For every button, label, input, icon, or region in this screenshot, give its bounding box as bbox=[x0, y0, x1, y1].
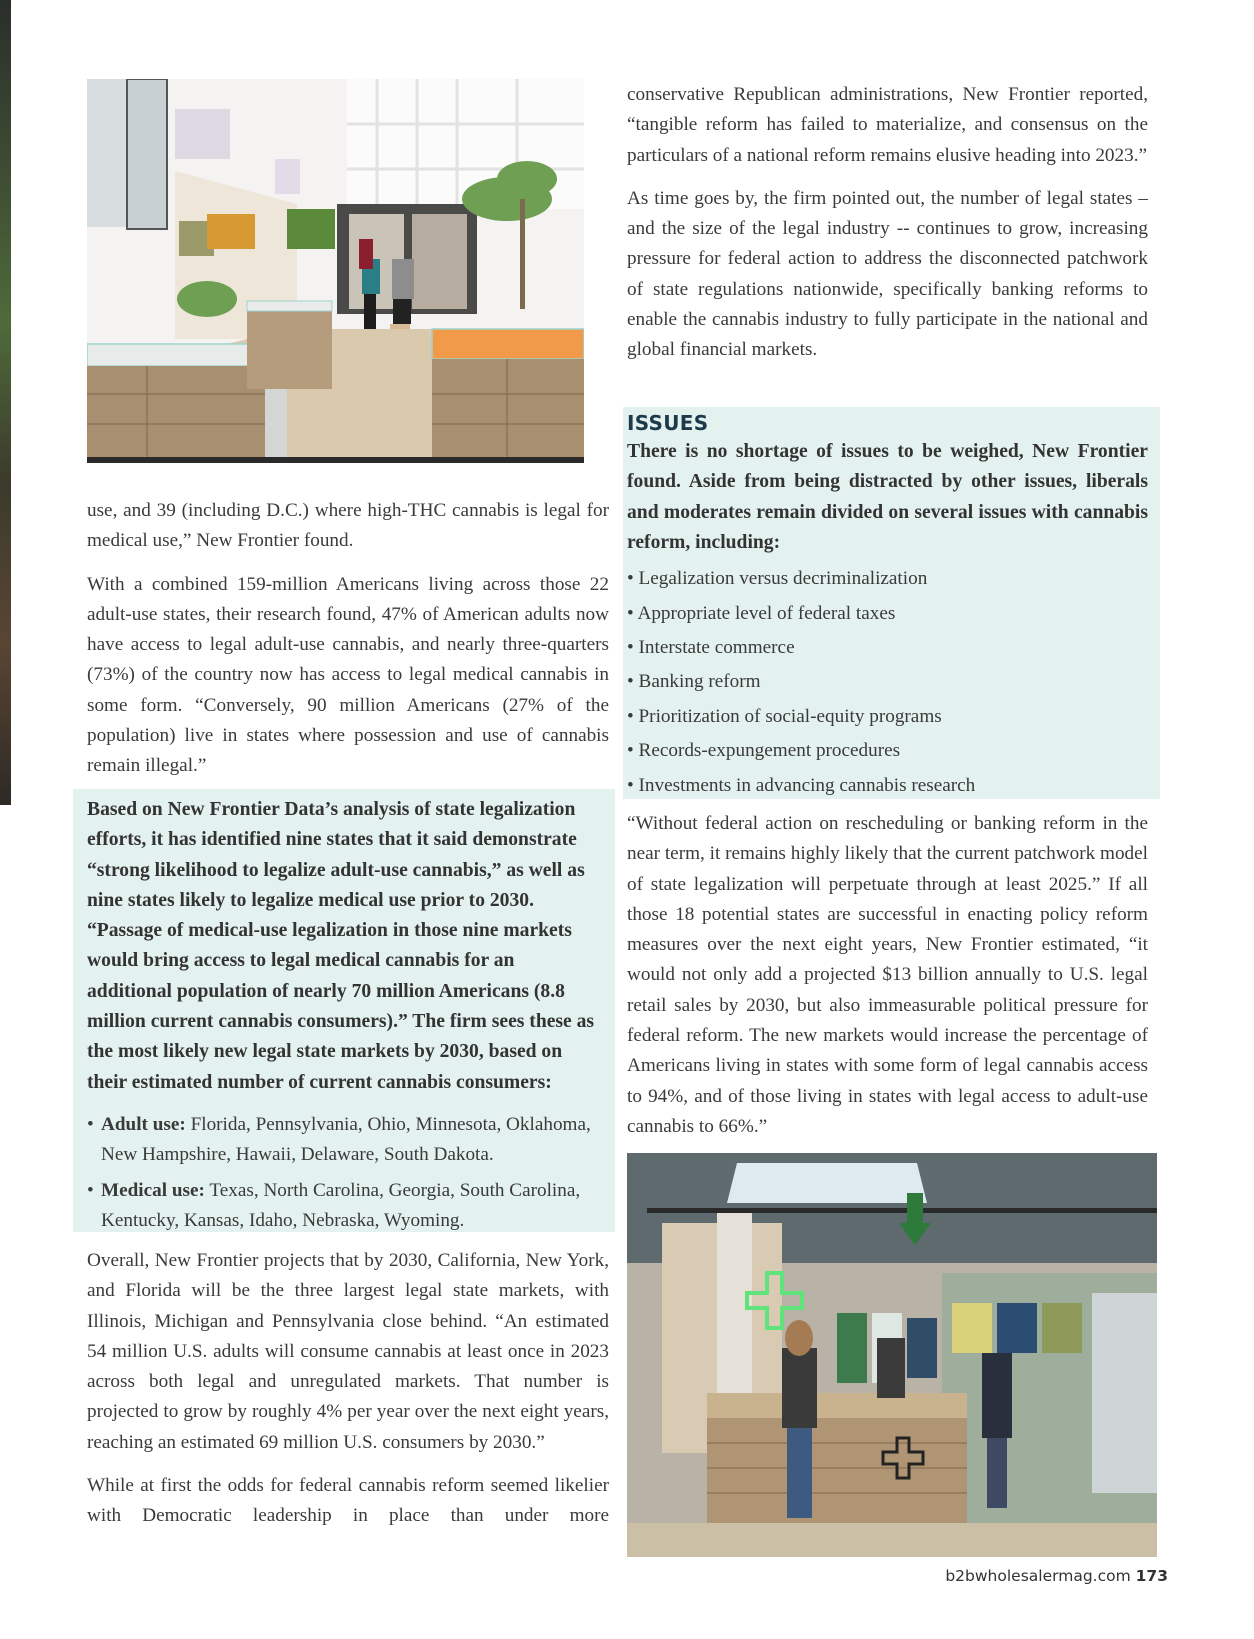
list-item-label: Medical use: bbox=[101, 1179, 205, 1201]
list-item bbox=[87, 1176, 603, 1237]
list-item-text: Banking reform bbox=[638, 671, 761, 693]
left-column-outro bbox=[87, 1246, 609, 1532]
bullet-icon: • bbox=[627, 602, 634, 624]
bullet-icon: • bbox=[87, 1179, 94, 1201]
body-paragraph: As time goes by, the firm pointed out, the number of legal states – and the size of the legal industry -- continues to grow, increasing pressure for federal action to address the disconnected patchwork of state regulations nationwide, specifically banking reforms to enable the cannabis industry to fully participate in the national and global financial markets. bbox=[627, 187, 1148, 361]
store-rendering-photo bbox=[627, 1153, 1157, 1557]
list-item-text: Texas, North Carolina, Georgia, South Carolina, Kentucky, Kansas, Idaho, Nebraska, Wyoming. bbox=[101, 1179, 581, 1231]
bullet-icon: • bbox=[627, 568, 634, 590]
callout-lead: Based on New Frontier Data’s analysis of state legalization efforts, it has identified nine states that it said demonstrate “strong likelihood to legalize adult-use cannabis,” as well as nine states likely to legalize medical use prior to 2030. “Passage of medical-use legalization in those nine markets would bring access to legal medical cannabis for an additional population of nearly 70 million Americans (8.8 million current cannabis consumers).” The firm sees these as the most likely new legal state markets by 2030, based on their estimated number of current cannabis consumers: bbox=[87, 799, 595, 1093]
bullet-icon: • bbox=[87, 1113, 94, 1135]
page-number: 173 bbox=[1135, 1567, 1168, 1585]
list-item-text: Appropriate level of federal taxes bbox=[637, 602, 896, 624]
body-paragraph: While at first the odds for federal cannabis reform seemed likelier with Democratic leadership in place than under more bbox=[87, 1475, 609, 1527]
list-item-text: Florida, Pennsylvania, Ohio, Minnesota, Oklahoma, New Hampshire, Hawaii, Delaware, South Dakota. bbox=[101, 1113, 591, 1166]
list-item-text: Interstate commerce bbox=[638, 637, 795, 658]
list-item bbox=[627, 597, 1148, 631]
body-paragraph: Overall, New Frontier projects that by 2030, California, New York, and Florida will be the three largest legal state markets, with Illinois, Michigan and Pennsylvania close behind. “An estimated 54 million U.S. adults will consume cannabis at least once in 2023 across both legal and unregulated markets. That number is projected to grow by roughly 4% per year over the next eight years, reaching an estimated 69 million U.S. consumers by 2030.” bbox=[87, 1250, 609, 1453]
left-column-intro bbox=[87, 496, 609, 782]
issues-lead: There is no shortage of issues to be weighed, New Frontier found. Aside from being distracted by other issues, liberals and moderates remain divided on several issues with cannabis reform, including: bbox=[627, 441, 1148, 553]
list-item-label: Adult use: bbox=[101, 1113, 186, 1135]
legalization-forecast-callout bbox=[73, 789, 615, 1232]
bullet-icon: • bbox=[627, 637, 634, 658]
list-item bbox=[627, 562, 1148, 596]
issues-list bbox=[627, 562, 1148, 803]
issues-callout bbox=[623, 407, 1160, 799]
likely-states-list bbox=[87, 1110, 603, 1236]
list-item bbox=[627, 769, 1148, 803]
issues-heading: ISSUES bbox=[627, 411, 709, 435]
list-item-text: Investments in advancing cannabis research bbox=[638, 774, 976, 796]
list-item-text: Legalization versus decriminalization bbox=[638, 568, 928, 590]
list-item bbox=[627, 631, 1148, 665]
body-paragraph: use, and 39 (including D.C.) where high-THC cannabis is legal for medical use,” New Frontier found. bbox=[87, 500, 609, 552]
list-item bbox=[87, 1110, 603, 1171]
page-footer bbox=[945, 1567, 1168, 1585]
site-url: b2bwholesalermag.com bbox=[945, 1567, 1131, 1585]
edge-photo-strip bbox=[0, 0, 11, 805]
list-item bbox=[627, 734, 1148, 768]
body-paragraph: conservative Republican administrations, New Frontier reported, “tangible reform has failed to materialize, and consensus on the particulars of a national reform remains elusive heading into 2023.” bbox=[627, 84, 1148, 166]
list-item-text: Prioritization of social-equity programs bbox=[638, 705, 942, 727]
list-item-text: Records-expungement procedures bbox=[638, 740, 901, 762]
dispensary-interior-photo bbox=[87, 79, 584, 463]
bullet-icon: • bbox=[627, 705, 634, 727]
list-item bbox=[627, 700, 1148, 734]
right-column-intro bbox=[627, 80, 1148, 366]
body-paragraph: With a combined 159-million Americans living across those 22 adult-use states, their research found, 47% of American adults now have access to legal adult-use cannabis, and nearly three-quarters (73%) of the country now has access to legal medical cannabis in some form. “Conversely, 90 million Americans (27% of the population) live in states where possession and use of cannabis remain illegal.” bbox=[87, 573, 609, 777]
body-paragraph: “Without federal action on rescheduling or banking reform in the near term, it remains highly likely that the current patchwork model of state legalization will perpetuate through at least 2025.” If all those 18 potential states are successful in enacting policy reform measures over the next eight years, New Frontier estimated, “it would not only add a projected $13 billion annually to U.S. legal retail sales by 2030, but also immeasurable political pressure for federal reform. The new markets would increase the percentage of Americans living in states with some form of legal cannabis access to 94%, and of those living in states with legal access to adult-use cannabis to 66%.” bbox=[627, 813, 1148, 1137]
bullet-icon: • bbox=[627, 671, 634, 693]
bullet-icon: • bbox=[627, 740, 634, 762]
right-column-outro bbox=[627, 809, 1148, 1142]
list-item bbox=[627, 665, 1148, 699]
bullet-icon: • bbox=[627, 774, 634, 796]
